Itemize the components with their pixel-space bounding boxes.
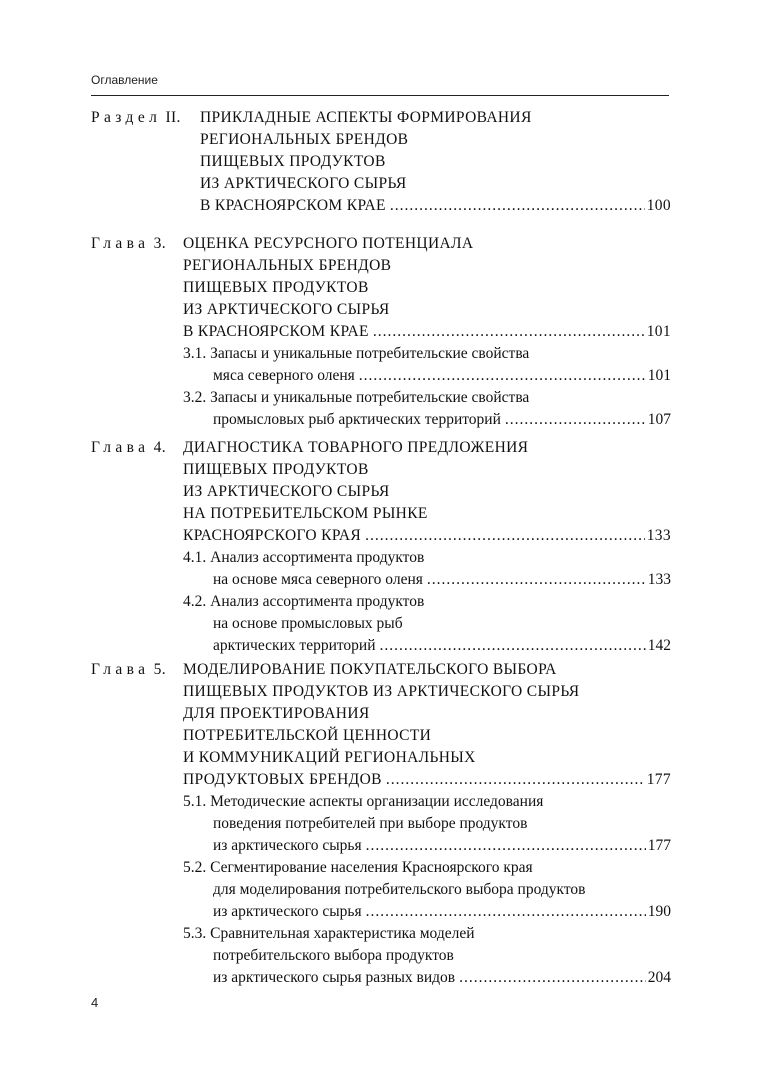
toc-leader-line[interactable]: арктических территорий ..... 142 [213, 635, 671, 657]
toc-title-line: ДЛЯ ПРОЕКТИРОВАНИЯ [183, 705, 370, 722]
page-number: 133 [647, 571, 671, 588]
page-number: 101 [647, 367, 671, 384]
toc-title-line: ИЗ АРКТИЧЕСКОГО СЫРЬЯ [200, 175, 407, 192]
leader-dots [365, 525, 645, 547]
toc-title-line: ОЦЕНКА РЕСУРСНОГО ПОТЕНЦИАЛА [183, 235, 474, 252]
toc-subsection-line: 5.2. Сегментирование населения Красноярского края [183, 859, 533, 876]
toc-title-line: МОДЕЛИРОВАНИЕ ПОКУПАТЕЛЬСКОГО ВЫБОРА [183, 661, 557, 678]
page-number: 190 [647, 903, 671, 920]
toc-title-line: И КОММУНИКАЦИЙ РЕГИОНАЛЬНЫХ [183, 749, 476, 766]
toc-leader-line[interactable]: ПРОДУКТОВЫХ БРЕНДОВ ..... 177 [183, 769, 671, 791]
toc-leader-line[interactable]: из арктического сырья ..... 190 [213, 901, 671, 923]
toc-subsection-line: поведения потребителей при выборе продуктов [213, 815, 528, 832]
page-number: 101 [646, 323, 671, 340]
leader-dots [505, 409, 646, 431]
running-header: Оглавление [91, 73, 158, 87]
page-number: 100 [646, 197, 671, 214]
leader-dots [380, 635, 646, 657]
toc-title-line: ПИЩЕВЫХ ПРОДУКТОВ [200, 153, 386, 170]
page-number: 107 [647, 411, 671, 428]
toc-subsection-line: 4.2. Анализ ассортимента продуктов [183, 593, 425, 610]
toc-leader-line[interactable]: В КРАСНОЯРСКОМ КРАЕ ..... 100 [200, 195, 671, 217]
toc-title-line: ПИЩЕВЫХ ПРОДУКТОВ [183, 461, 369, 478]
toc-title-line: ПРИКЛАДНЫЕ АСПЕКТЫ ФОРМИРОВАНИЯ [200, 109, 532, 126]
toc-title-line: ПИЩЕВЫХ ПРОДУКТОВ [183, 279, 369, 296]
leader-dots [366, 901, 646, 923]
toc-title-line: ИЗ АРКТИЧЕСКОГО СЫРЬЯ [183, 301, 390, 318]
toc-subsection-line: 5.1. Методические аспекты организации исследования [183, 793, 544, 810]
toc-entry-label: Глава 4. [91, 439, 166, 456]
leader-dots [427, 569, 646, 591]
page-number: 177 [647, 837, 671, 854]
toc-subsection-line: для моделирования потребительского выбора продуктов [213, 881, 586, 898]
toc-title-line: ДИАГНОСТИКА ТОВАРНОГО ПРЕДЛОЖЕНИЯ [183, 439, 529, 456]
toc-title-line: ИЗ АРКТИЧЕСКОГО СЫРЬЯ [183, 483, 390, 500]
leader-dots [386, 769, 645, 791]
toc-subsection-line: 5.3. Сравнительная характеристика моделей [183, 925, 475, 942]
toc-title-line: РЕГИОНАЛЬНЫХ БРЕНДОВ [200, 131, 409, 148]
toc-leader-line[interactable]: мяса северного оленя ..... 101 [213, 365, 671, 387]
toc-title-line: НА ПОТРЕБИТЕЛЬСКОМ РЫНКЕ [183, 505, 428, 522]
toc-leader-line[interactable]: на основе мяса северного оленя ..... 133 [213, 569, 671, 591]
toc-subsection-line: на основе промысловых рыб [213, 615, 403, 632]
toc-leader-line[interactable]: из арктического сырья разных видов ..... 204 [213, 967, 671, 989]
toc-subsection-line: потребительского выбора продуктов [213, 947, 454, 964]
toc-leader-line[interactable]: В КРАСНОЯРСКОМ КРАЕ ..... 101 [183, 321, 671, 343]
toc-title-line: РЕГИОНАЛЬНЫХ БРЕНДОВ [183, 257, 392, 274]
toc-title-line: ПОТРЕБИТЕЛЬСКОЙ ЦЕННОСТИ [183, 727, 432, 744]
header-rule [91, 95, 669, 96]
leader-dots [459, 967, 646, 989]
toc-leader-line[interactable]: из арктического сырья ..... 177 [213, 835, 671, 857]
toc-entry-label: Глава 3. [91, 235, 166, 252]
toc-entry-label: Раздел II. [91, 109, 181, 126]
toc-entry-label: Глава 5. [91, 661, 166, 678]
page-number: 133 [646, 527, 671, 544]
toc-subsection-line: 4.1. Анализ ассортимента продуктов [183, 549, 425, 566]
page-number: 204 [647, 969, 671, 986]
leader-dots [390, 195, 645, 217]
leader-dots [359, 365, 646, 387]
toc-leader-line[interactable]: КРАСНОЯРСКОГО КРАЯ ..... 133 [183, 525, 671, 547]
toc-title-line: ПИЩЕВЫХ ПРОДУКТОВ ИЗ АРКТИЧЕСКОГО СЫРЬЯ [183, 683, 580, 700]
page-number-footer: 4 [91, 995, 99, 1010]
toc-leader-line[interactable]: промысловых рыб арктических территорий ..... 107 [213, 409, 671, 431]
page-number: 142 [647, 637, 671, 654]
leader-dots [366, 835, 646, 857]
leader-dots [373, 321, 645, 343]
toc-subsection-line: 3.2. Запасы и уникальные потребительские свойства [183, 389, 530, 406]
page-number: 177 [646, 771, 671, 788]
toc-subsection-line: 3.1. Запасы и уникальные потребительские свойства [183, 345, 530, 362]
